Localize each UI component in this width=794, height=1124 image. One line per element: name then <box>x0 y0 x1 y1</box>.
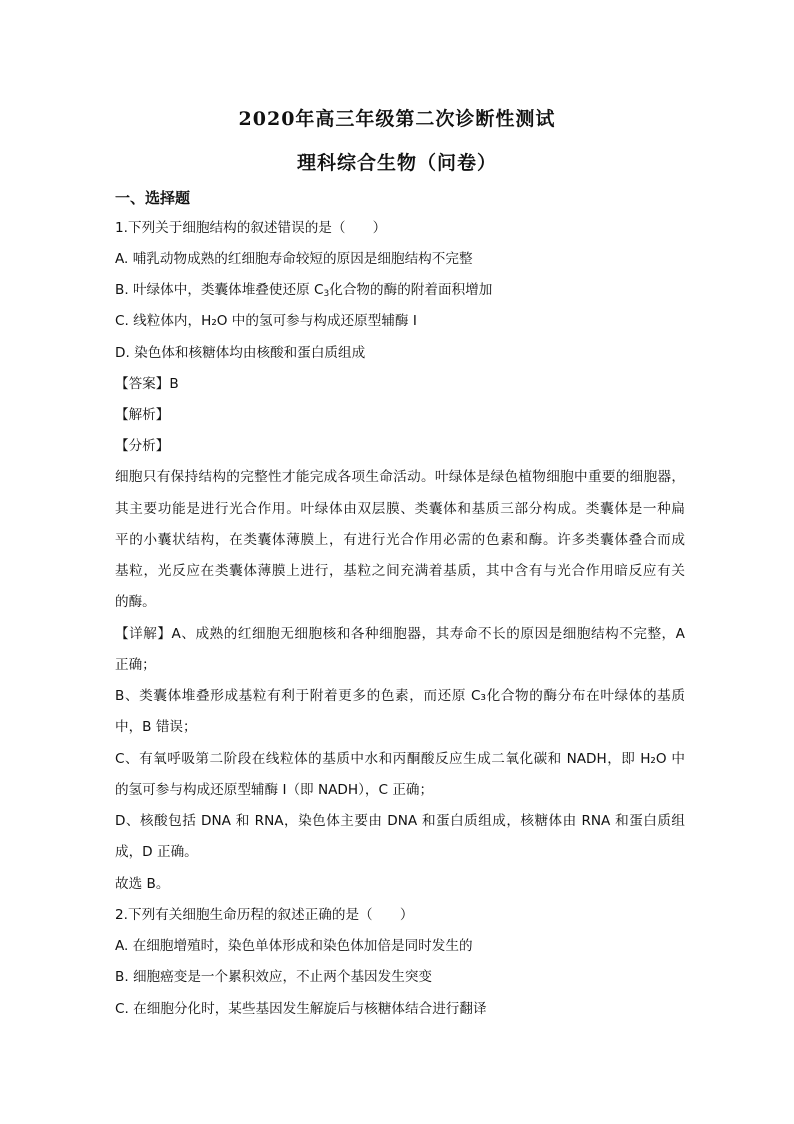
option-b-text: B. 叶绿体中，类囊体堆叠使还原 C <box>115 282 324 298</box>
answer-label: 【答案】B <box>115 376 179 392</box>
detail-a-line: 正确； <box>115 657 156 673</box>
document-subtitle: 理科综合生物（问卷） <box>296 152 497 174</box>
question-1-option-a: A. 哺乳动物成熟的红细胞寿命较短的原因是细胞结构不完整 <box>115 251 473 267</box>
question-1-stem: 1.下列关于细胞结构的叙述错误的是（ ） <box>115 220 387 236</box>
section-heading: 一、选择题 <box>115 189 191 207</box>
question-2-option-b: B. 细胞癌变是一个累积效应，不止两个基因发生突变 <box>115 969 433 985</box>
detail-d-line: D、核酸包括 DNA 和 RNA，染色体主要由 DNA 和蛋白质组成，核糖体由 RNA 和蛋白质组 <box>115 813 685 829</box>
analysis-label: 【分析】 <box>115 438 170 454</box>
analysis-line: 其主要功能是进行光合作用。叶绿体由双层膜、类囊体和基质三部分构成。类囊体是一种扁 <box>115 501 685 517</box>
detail-c-line: C、有氧呼吸第二阶段在线粒体的基质中水和丙酮酸反应生成二氧化碳和 NADH，即 H₂O 中 <box>115 751 685 767</box>
detail-a-line: 【详解】A、成熟的红细胞无细胞核和各种细胞器，其寿命不长的原因是细胞结构不完整，A <box>115 626 685 642</box>
detail-b-line: 中，B 错误； <box>115 719 197 735</box>
analysis-line: 的酶。 <box>115 594 156 610</box>
question-2-stem: 2.下列有关细胞生命历程的叙述正确的是（ ） <box>115 907 414 923</box>
question-2-option-a: A. 在细胞增殖时，染色单体形成和染色体加倍是同时发生的 <box>115 938 473 954</box>
explanation-label: 【解析】 <box>115 407 170 423</box>
analysis-line: 基粒，光反应在类囊体薄膜上进行，基粒之间充满着基质，其中含有与光合作用暗反应有关 <box>115 563 685 579</box>
analysis-line: 细胞只有保持结构的完整性才能完成各项生命活动。叶绿体是绿色植物细胞中重要的细胞器， <box>115 469 685 485</box>
question-1-option-c: C. 线粒体内，H₂O 中的氢可参与构成还原型辅酶 I <box>115 313 417 329</box>
question-2-option-c: C. 在细胞分化时，某些基因发生解旋后与核糖体结合进行翻译 <box>115 1001 487 1017</box>
detail-c-line: 的氢可参与构成还原型辅酶 I（即 NADH），C 正确； <box>115 782 434 798</box>
question-1-option-d: D. 染色体和核糖体均由核酸和蛋白质组成 <box>115 345 366 361</box>
option-b-text-end: 化合物的酶的附着面积增加 <box>329 282 493 298</box>
analysis-line: 平的小囊状结构，在类囊体薄膜上，有进行光合作用必需的色素和酶。许多类囊体叠合而成 <box>115 532 685 548</box>
document-title: 2020年高三年级第二次诊断性测试 <box>238 108 556 130</box>
option-b-subscript: 3 <box>323 289 330 299</box>
detail-b-line: B、类囊体堆叠形成基粒有利于附着更多的色素，而还原 C₃化合物的酶分布在叶绿体的基质 <box>115 688 685 704</box>
question-1-option-b <box>115 280 685 304</box>
conclusion: 故选 B。 <box>115 876 170 892</box>
detail-d-line: 成，D 正确。 <box>115 844 198 860</box>
